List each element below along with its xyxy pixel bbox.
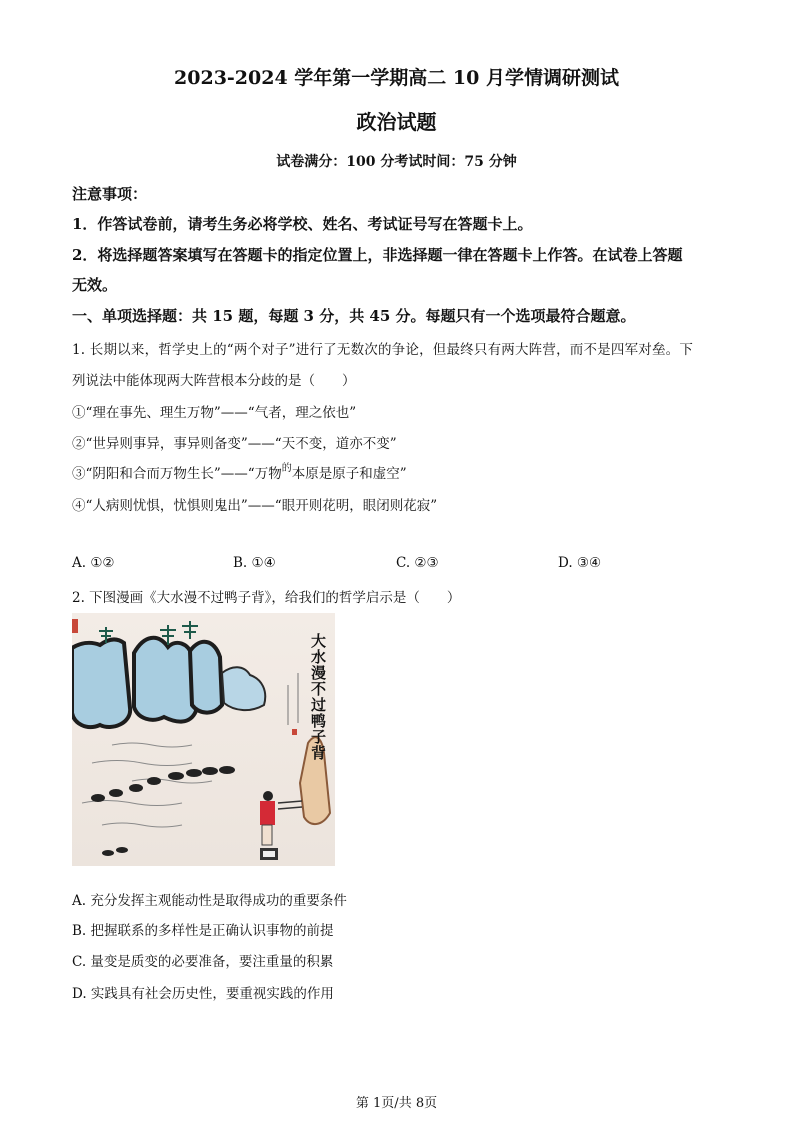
q1-stem-line2: 列说法中能体现两大阵营根本分歧的是（ ） [72,373,356,389]
q1-option-a[interactable]: A. ①② [72,555,115,571]
cartoon-title-text: 大水漫不过鸭子背 [309,633,327,761]
section-heading: 一、单项选择题：共 15 题，每题 3 分，共 45 分。每题只有一个选项最符合题意。 [72,307,636,325]
q2-option-d[interactable]: D. 实践具有社会历史性，要重视实践的作用 [72,986,334,1002]
q1-item-2: ②“世异则事异，事异则备变”——“天不变，道亦不变” [72,436,397,452]
notes-item-2-line1: 2．将选择题答案填写在答题卡的指定位置上，非选择题一律在答题卡上作答。在试卷上答题 [72,246,683,264]
q1-item-3-small-char: 的 [281,463,292,474]
notes-heading: 注意事项： [72,185,148,203]
subject-title: 政治试题 [356,110,437,134]
q1-item-4: ④“人病则忧惧，忧惧则鬼出”——“眼开则花明，眼闭则花寂” [72,498,438,514]
q1-item-3-part-a: ③“阴阳和合而万物生长”——“万物 [72,466,282,482]
notes-item-2-line2: 无效。 [72,276,118,294]
page-number: 第 1页/共 8页 [355,1096,438,1111]
q1-option-b[interactable]: B. ①④ [233,555,276,571]
q1-stem-line1: 1. 长期以来，哲学史上的“两个对子”进行了无数次的争论，但最终只有两大阵营，而不是四军对垒。下 [72,342,694,358]
q1-item-1: ①“理在事先、理生万物”——“气者，理之依也” [72,405,357,421]
q2-option-c[interactable]: C. 量变是质变的必要准备，要注重量的积累 [72,954,334,970]
q1-option-c[interactable]: C. ②③ [396,555,439,571]
exam-info: 试卷满分：100 分考试时间：75 分钟 [276,154,517,170]
q2-stem: 2. 下图漫画《大水漫不过鸭子背》，给我们的哲学启示是（ ） [72,590,461,606]
exam-title: 2023-2024 学年第一学期高二 10 月学情调研测试 [174,67,619,89]
cartoon-image [72,613,335,866]
q2-option-b[interactable]: B. 把握联系的多样性是正确认识事物的前提 [72,923,334,939]
q1-item-3-part-b: 本原是原子和虚空” [291,466,407,482]
q2-option-a[interactable]: A. 充分发挥主观能动性是取得成功的重要条件 [72,893,347,909]
q1-option-d[interactable]: D. ③④ [558,555,602,571]
q1-item-3 [72,462,407,482]
notes-item-1: 1．作答试卷前，请考生务必将学校、姓名、考试证号写在答题卡上。 [72,215,533,233]
